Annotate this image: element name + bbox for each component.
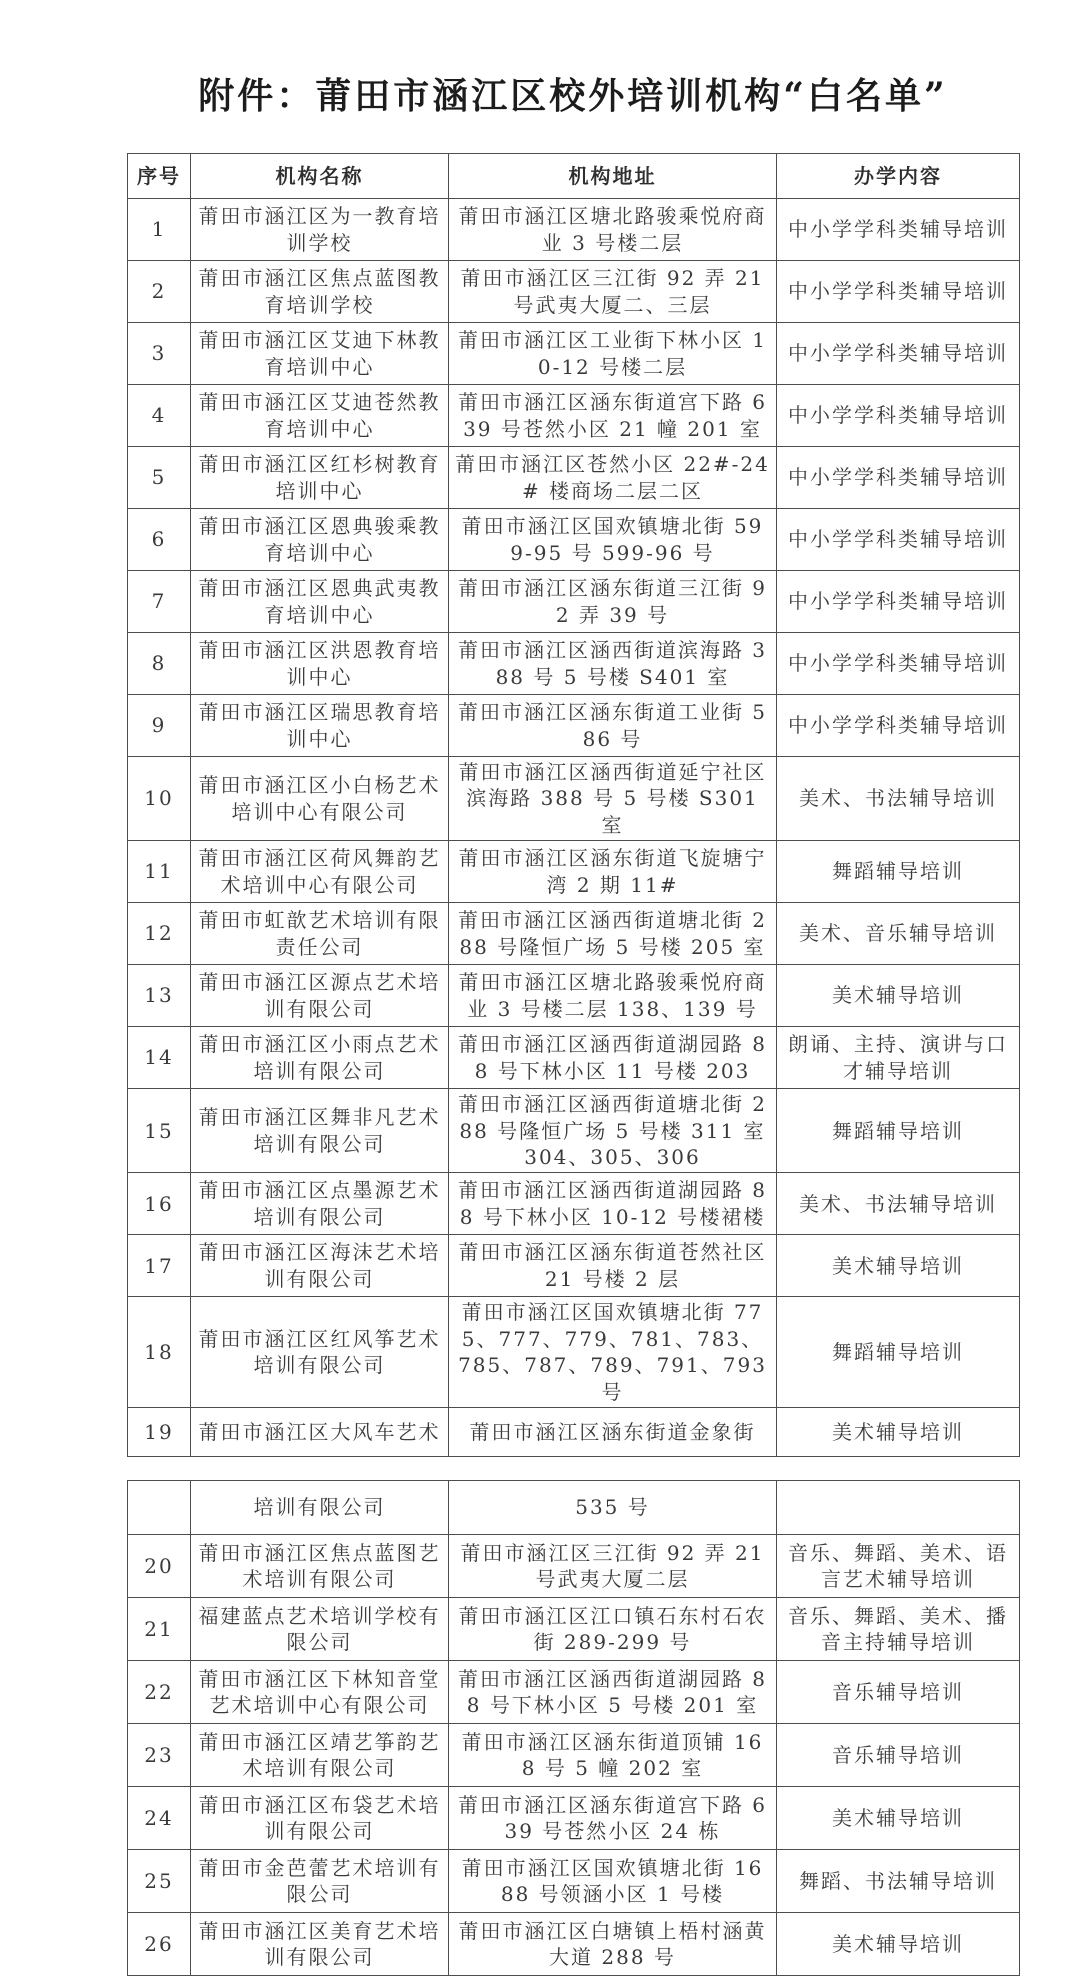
institution-name: 福建蓝点艺术培训学校有限公司 bbox=[191, 1597, 449, 1660]
institution-name: 莆田市金芭蕾艺术培训有限公司 bbox=[191, 1849, 449, 1912]
table-row bbox=[128, 1849, 1020, 1912]
teaching-content: 中小学学科类辅导培训 bbox=[777, 509, 1020, 571]
table-row bbox=[128, 1027, 1020, 1089]
teaching-content: 美术辅导培训 bbox=[777, 1786, 1020, 1849]
table-row bbox=[128, 633, 1020, 695]
document-page bbox=[127, 68, 1019, 1976]
institution-name: 莆田市涵江区艾迪下林教育培训中心 bbox=[191, 323, 449, 385]
institution-address: 莆田市涵江区塘北路骏乘悦府商业 3 号楼二层 138、139 号 bbox=[449, 965, 777, 1027]
teaching-content: 音乐辅导培训 bbox=[777, 1723, 1020, 1786]
institution-name: 莆田市涵江区舞非凡艺术培训有限公司 bbox=[191, 1089, 449, 1173]
institution-address: 莆田市涵江区国欢镇塘北街 1688 号领涵小区 1 号楼 bbox=[449, 1849, 777, 1912]
whitelist-table-part2 bbox=[127, 1480, 1020, 1976]
institution-address: 535 号 bbox=[449, 1480, 777, 1534]
institution-address: 莆田市涵江区涵西街道延宁社区滨海路 388 号 5 号楼 S301 室 bbox=[449, 757, 777, 841]
institution-name: 莆田市涵江区红风筝艺术培训有限公司 bbox=[191, 1297, 449, 1408]
table-body-part2 bbox=[128, 1480, 1020, 1975]
institution-name: 莆田市涵江区海沫艺术培训有限公司 bbox=[191, 1235, 449, 1297]
table-row bbox=[128, 1534, 1020, 1597]
table-row bbox=[128, 1597, 1020, 1660]
institution-address: 莆田市涵江区涵东街道金象街 bbox=[449, 1407, 777, 1456]
teaching-content: 音乐、舞蹈、美术、播音主持辅导培训 bbox=[777, 1597, 1020, 1660]
teaching-content: 美术、书法辅导培训 bbox=[777, 1173, 1020, 1235]
institution-name: 莆田市涵江区点墨源艺术培训有限公司 bbox=[191, 1173, 449, 1235]
table-row bbox=[128, 261, 1020, 323]
institution-name: 莆田市涵江区荷风舞韵艺术培训中心有限公司 bbox=[191, 841, 449, 903]
institution-name: 莆田市涵江区美育艺术培训有限公司 bbox=[191, 1912, 449, 1975]
teaching-content: 中小学学科类辅导培训 bbox=[777, 199, 1020, 261]
row-number: 8 bbox=[128, 633, 191, 695]
row-number: 26 bbox=[128, 1912, 191, 1975]
institution-address: 莆田市涵江区涵东街道苍然社区 21 号楼 2 层 bbox=[449, 1235, 777, 1297]
col-header-serial: 序号 bbox=[128, 154, 191, 199]
teaching-content: 美术辅导培训 bbox=[777, 1407, 1020, 1456]
table-row bbox=[128, 1297, 1020, 1408]
table-row bbox=[128, 1089, 1020, 1173]
institution-address: 莆田市涵江区江口镇石东村石农街 289-299 号 bbox=[449, 1597, 777, 1660]
teaching-content: 舞蹈辅导培训 bbox=[777, 1089, 1020, 1173]
teaching-content: 中小学学科类辅导培训 bbox=[777, 633, 1020, 695]
institution-address: 莆田市涵江区工业街下林小区 10-12 号楼二层 bbox=[449, 323, 777, 385]
col-header-address: 机构地址 bbox=[449, 154, 777, 199]
teaching-content: 美术辅导培训 bbox=[777, 1235, 1020, 1297]
table-header-row bbox=[128, 154, 1020, 199]
teaching-content: 中小学学科类辅导培训 bbox=[777, 261, 1020, 323]
institution-name: 莆田市涵江区恩典骏乘教育培训中心 bbox=[191, 509, 449, 571]
institution-name: 莆田市涵江区焦点蓝图艺术培训有限公司 bbox=[191, 1534, 449, 1597]
institution-address: 莆田市涵江区苍然小区 22#-24# 楼商场二层二区 bbox=[449, 447, 777, 509]
institution-address: 莆田市涵江区三江街 92 弄 21 号武夷大厦二层 bbox=[449, 1534, 777, 1597]
table-row bbox=[128, 571, 1020, 633]
institution-name: 莆田市涵江区大风车艺术 bbox=[191, 1407, 449, 1456]
row-number: 3 bbox=[128, 323, 191, 385]
row-number: 2 bbox=[128, 261, 191, 323]
institution-address: 莆田市涵江区涵西街道塘北街 288 号隆恒广场 5 号楼 311 室 304、305、306 bbox=[449, 1089, 777, 1173]
row-number: 7 bbox=[128, 571, 191, 633]
table-row bbox=[128, 757, 1020, 841]
institution-address: 莆田市涵江区塘北路骏乘悦府商业 3 号楼二层 bbox=[449, 199, 777, 261]
row-number: 13 bbox=[128, 965, 191, 1027]
table-row bbox=[128, 1480, 1020, 1534]
institution-address: 莆田市涵江区涵西街道湖园路 88 号下林小区 11 号楼 203 bbox=[449, 1027, 777, 1089]
table-row bbox=[128, 1407, 1020, 1456]
row-number: 14 bbox=[128, 1027, 191, 1089]
table-row bbox=[128, 385, 1020, 447]
row-number: 17 bbox=[128, 1235, 191, 1297]
col-header-name: 机构名称 bbox=[191, 154, 449, 199]
row-number: 25 bbox=[128, 1849, 191, 1912]
institution-address: 莆田市涵江区国欢镇塘北街 775、777、779、781、783、785、787、789、791、793 号 bbox=[449, 1297, 777, 1408]
row-number: 22 bbox=[128, 1660, 191, 1723]
row-number: 15 bbox=[128, 1089, 191, 1173]
institution-address: 莆田市涵江区涵东街道三江街 92 弄 39 号 bbox=[449, 571, 777, 633]
institution-name: 莆田市涵江区洪恩教育培训中心 bbox=[191, 633, 449, 695]
row-number: 21 bbox=[128, 1597, 191, 1660]
institution-name: 莆田市涵江区为一教育培训学校 bbox=[191, 199, 449, 261]
row-number: 20 bbox=[128, 1534, 191, 1597]
row-number bbox=[128, 1480, 191, 1534]
col-header-content: 办学内容 bbox=[777, 154, 1020, 199]
attachment-title: 附件：莆田市涵江区校外培训机构“白名单” bbox=[198, 75, 948, 117]
teaching-content: 舞蹈辅导培训 bbox=[777, 841, 1020, 903]
teaching-content: 美术、音乐辅导培训 bbox=[777, 903, 1020, 965]
institution-name: 莆田市涵江区艾迪苍然教育培训中心 bbox=[191, 385, 449, 447]
institution-address: 莆田市涵江区涵西街道湖园路 88 号下林小区 5 号楼 201 室 bbox=[449, 1660, 777, 1723]
row-number: 1 bbox=[128, 199, 191, 261]
teaching-content: 中小学学科类辅导培训 bbox=[777, 695, 1020, 757]
row-number: 5 bbox=[128, 447, 191, 509]
teaching-content: 朗诵、主持、演讲与口才辅导培训 bbox=[777, 1027, 1020, 1089]
table-row bbox=[128, 447, 1020, 509]
institution-address: 莆田市涵江区涵西街道滨海路 388 号 5 号楼 S401 室 bbox=[449, 633, 777, 695]
institution-name: 莆田市涵江区红杉树教育培训中心 bbox=[191, 447, 449, 509]
table-row bbox=[128, 903, 1020, 965]
row-number: 19 bbox=[128, 1407, 191, 1456]
teaching-content: 中小学学科类辅导培训 bbox=[777, 385, 1020, 447]
institution-name: 莆田市涵江区恩典武夷教育培训中心 bbox=[191, 571, 449, 633]
institution-address: 莆田市涵江区涵东街道工业街 586 号 bbox=[449, 695, 777, 757]
row-number: 4 bbox=[128, 385, 191, 447]
institution-name: 莆田市涵江区源点艺术培训有限公司 bbox=[191, 965, 449, 1027]
institution-address: 莆田市涵江区涵东街道宫下路 639 号苍然小区 24 栋 bbox=[449, 1786, 777, 1849]
row-number: 23 bbox=[128, 1723, 191, 1786]
table-row bbox=[128, 1660, 1020, 1723]
institution-name: 莆田市涵江区下林知音堂艺术培训中心有限公司 bbox=[191, 1660, 449, 1723]
teaching-content bbox=[777, 1480, 1020, 1534]
row-number: 12 bbox=[128, 903, 191, 965]
whitelist-table-part1 bbox=[127, 153, 1020, 1457]
table-row bbox=[128, 841, 1020, 903]
table-row bbox=[128, 1912, 1020, 1975]
institution-name: 培训有限公司 bbox=[191, 1480, 449, 1534]
institution-name: 莆田市涵江区瑞思教育培训中心 bbox=[191, 695, 449, 757]
institution-name: 莆田市涵江区布袋艺术培训有限公司 bbox=[191, 1786, 449, 1849]
table-row bbox=[128, 1723, 1020, 1786]
institution-address: 莆田市涵江区涵西街道湖园路 88 号下林小区 10-12 号楼裙楼 bbox=[449, 1173, 777, 1235]
teaching-content: 美术辅导培训 bbox=[777, 965, 1020, 1027]
institution-address: 莆田市涵江区三江街 92 弄 21 号武夷大厦二、三层 bbox=[449, 261, 777, 323]
table-body-part1 bbox=[128, 199, 1020, 1457]
row-number: 11 bbox=[128, 841, 191, 903]
table-row bbox=[128, 965, 1020, 1027]
institution-address: 莆田市涵江区白塘镇上梧村涵黄大道 288 号 bbox=[449, 1912, 777, 1975]
row-number: 9 bbox=[128, 695, 191, 757]
teaching-content: 音乐、舞蹈、美术、语言艺术辅导培训 bbox=[777, 1534, 1020, 1597]
row-number: 10 bbox=[128, 757, 191, 841]
teaching-content: 中小学学科类辅导培训 bbox=[777, 447, 1020, 509]
teaching-content: 舞蹈辅导培训 bbox=[777, 1297, 1020, 1408]
institution-address: 莆田市涵江区涵西街道塘北街 288 号隆恒广场 5 号楼 205 室 bbox=[449, 903, 777, 965]
table-row bbox=[128, 1235, 1020, 1297]
table-row bbox=[128, 695, 1020, 757]
teaching-content: 舞蹈、书法辅导培训 bbox=[777, 1849, 1020, 1912]
institution-name: 莆田市涵江区靖艺筝韵艺术培训有限公司 bbox=[191, 1723, 449, 1786]
table-row bbox=[128, 1173, 1020, 1235]
row-number: 6 bbox=[128, 509, 191, 571]
teaching-content: 中小学学科类辅导培训 bbox=[777, 323, 1020, 385]
institution-address: 莆田市涵江区国欢镇塘北街 599-95 号 599-96 号 bbox=[449, 509, 777, 571]
teaching-content: 美术、书法辅导培训 bbox=[777, 757, 1020, 841]
table-row bbox=[128, 509, 1020, 571]
institution-address: 莆田市涵江区涵东街道顶铺 168 号 5 幢 202 室 bbox=[449, 1723, 777, 1786]
teaching-content: 音乐辅导培训 bbox=[777, 1660, 1020, 1723]
institution-address: 莆田市涵江区涵东街道宫下路 639 号苍然小区 21 幢 201 室 bbox=[449, 385, 777, 447]
institution-name: 莆田市涵江区小雨点艺术培训有限公司 bbox=[191, 1027, 449, 1089]
row-number: 16 bbox=[128, 1173, 191, 1235]
teaching-content: 中小学学科类辅导培训 bbox=[777, 571, 1020, 633]
table-row bbox=[128, 199, 1020, 261]
institution-name: 莆田市涵江区小白杨艺术培训中心有限公司 bbox=[191, 757, 449, 841]
institution-name: 莆田市涵江区焦点蓝图教育培训学校 bbox=[191, 261, 449, 323]
row-number: 24 bbox=[128, 1786, 191, 1849]
row-number: 18 bbox=[128, 1297, 191, 1408]
teaching-content: 美术辅导培训 bbox=[777, 1912, 1020, 1975]
table-row bbox=[128, 1786, 1020, 1849]
table-row bbox=[128, 323, 1020, 385]
institution-name: 莆田市虹歆艺术培训有限责任公司 bbox=[191, 903, 449, 965]
institution-address: 莆田市涵江区涵东街道飞旋塘宁湾 2 期 11# bbox=[449, 841, 777, 903]
